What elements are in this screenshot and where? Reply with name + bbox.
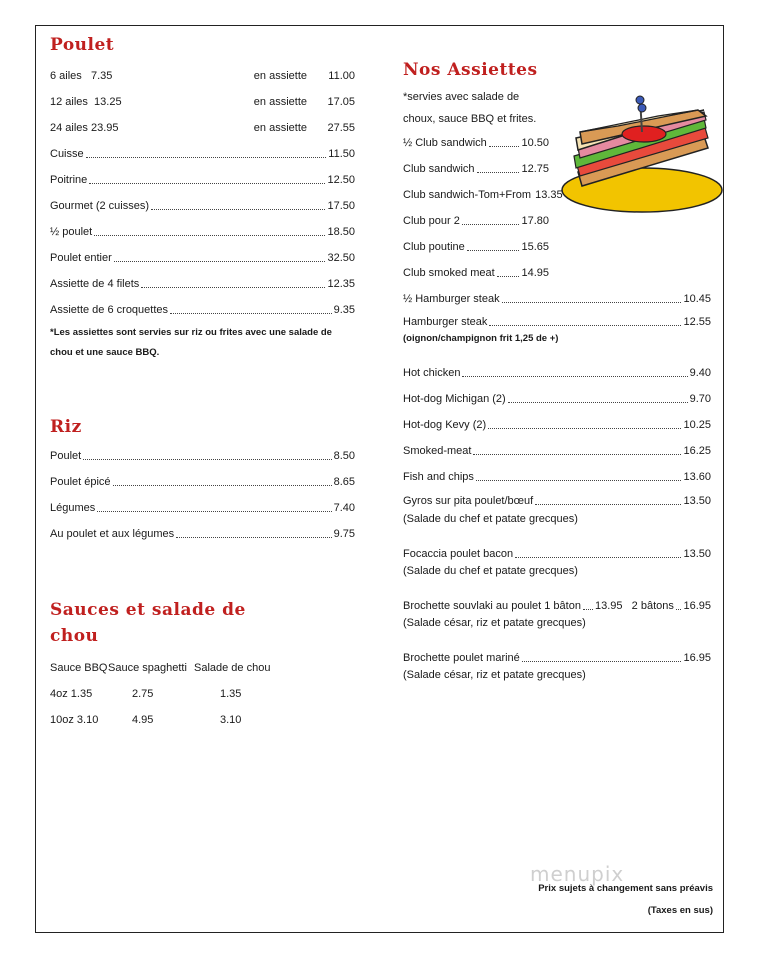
item-note: (Salade césar, riz et patate grecques) [403,669,586,681]
menu-item: Hot chicken 9.40 [403,367,711,379]
menu-item: Club sandwich 12.75 [403,163,549,175]
footer-disclaimer: Prix sujets à changement sans préavis [538,883,713,894]
wing-row: 12 ailes 13.25 en assiette 17.05 [50,96,355,108]
riz-title: Riz [50,417,82,437]
marine-item [403,648,711,682]
other-items [403,360,711,526]
sauce-cell: 4oz 1.35 [50,688,93,700]
riz-items [50,443,355,547]
souvlaki-item [403,596,711,630]
footer-taxes: (Taxes en sus) [647,905,713,916]
focaccia-item [403,544,711,578]
assiettes-title: Nos Assiettes [403,60,538,80]
item-note: (Salade du chef et patate grecques) [403,513,578,525]
menu-item: Club smoked meat 14.95 [403,267,549,279]
club-sandwich-illustration [558,92,724,220]
menu-item: Poulet 8.50 [50,450,355,462]
assiettes-intro: *servies avec salade de choux, sauce BBQ et frites. [403,91,537,125]
sauce-header: Salade de chou [194,662,271,674]
item-note: (Salade césar, riz et patate grecques) [403,617,586,629]
sauce-cell: 4.95 [132,714,154,726]
menu-item: Poulet épicé 8.65 [50,476,355,488]
menu-item: Assiette de 4 filets 12.35 [50,278,355,290]
poulet-note: *Les assiettes sont servies sur riz ou frites avec une salade de chou et une sauce BBQ. [50,327,332,358]
sauce-cell: 2.75 [132,688,154,700]
menu-item: Au poulet et aux légumes 9.75 [50,528,355,540]
menu-item: ½ Club sandwich 10.50 [403,137,549,149]
menu-item: Club sandwich-Tom+From 13.35 [403,189,563,201]
menu-item: Cuisse 11.50 [50,148,355,160]
watermark: menupix [530,862,625,886]
hamburger-note: (oignon/champignon frit 1,25 de +) [403,333,559,344]
menu-item: Hot-dog Michigan (2) 9.70 [403,393,711,405]
poulet-title: Poulet [50,35,115,55]
sauce-cell: 10oz 3.10 [50,714,99,726]
menu-item: Smoked-meat 16.25 [403,445,711,457]
hamburger-items [403,286,711,346]
menu-item: Légumes 7.40 [50,502,355,514]
menu-item: Club pour 2 17.80 [403,215,549,227]
menu-item: Brochette poulet mariné 16.95 [403,652,711,664]
menu-item: Poulet entier 32.50 [50,252,355,264]
sauce-header: Sauce BBQ [50,662,108,674]
menu-item: ½ poulet 18.50 [50,226,355,238]
poulet-items [50,141,355,323]
menu-item: Focaccia poulet bacon 13.50 [403,548,711,560]
menu-item: Hamburger steak 12.55 [403,316,711,328]
wing-row: 24 ailes 23.95 en assiette 27.55 [50,122,355,134]
sauce-cell: 1.35 [220,688,242,700]
menu-item: Gyros sur pita poulet/bœuf 13.50 [403,495,711,507]
menu-item: Assiette de 6 croquettes 9.35 [50,304,355,316]
sauces-title: Sauces et salade de chou [50,600,246,646]
wing-row: 6 ailes 7.35 en assiette 11.00 [50,70,355,82]
sauce-cell: 3.10 [220,714,242,726]
sauces-table [50,655,355,733]
menu-item: ½ Hamburger steak 10.45 [403,293,711,305]
left-column [50,35,355,733]
menu-item: Brochette souvlaki au poulet 1 bâton 13.95 2 bâtons 16.95 [403,600,711,612]
wings-list [50,63,355,141]
menu-item: Gourmet (2 cuisses) 17.50 [50,200,355,212]
menu-item: Hot-dog Kevy (2) 10.25 [403,419,711,431]
menu-item: Club poutine 15.65 [403,241,549,253]
sauce-header: Sauce spaghetti [108,662,187,674]
item-note: (Salade du chef et patate grecques) [403,565,578,577]
menu-item: Poitrine 12.50 [50,174,355,186]
club-items [403,130,563,286]
menu-item: Fish and chips 13.60 [403,471,711,483]
